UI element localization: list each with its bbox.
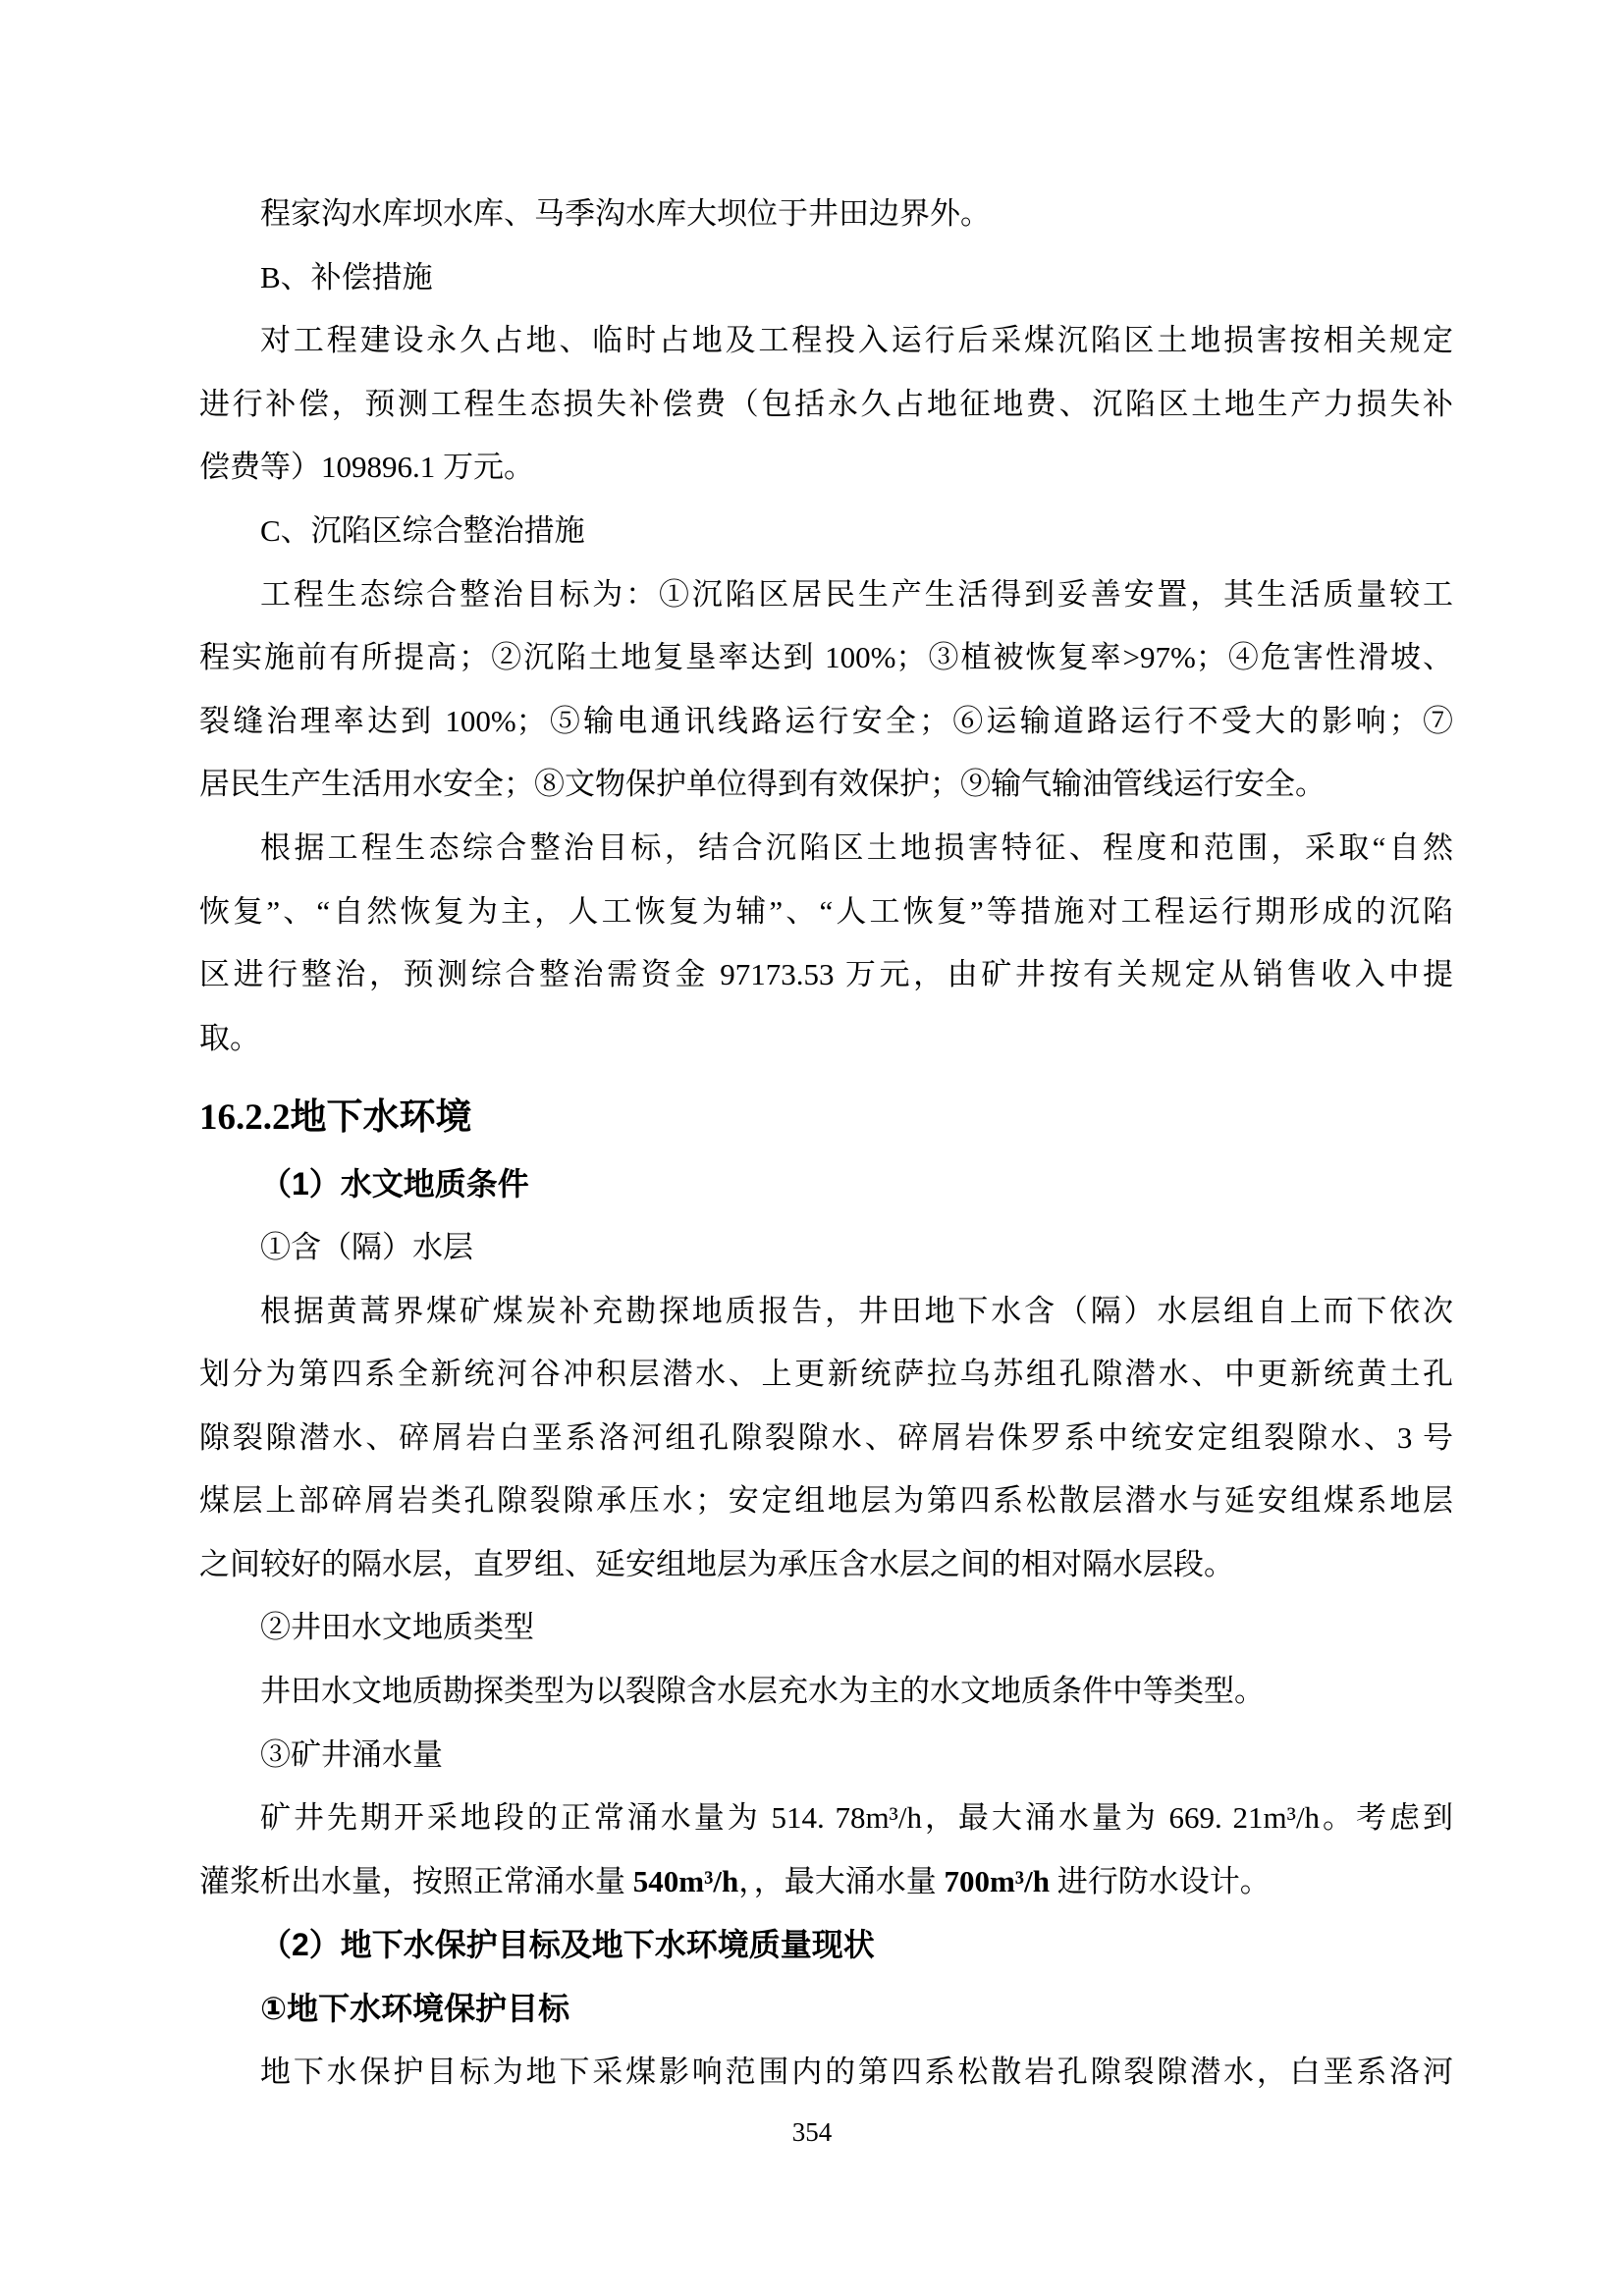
text-segment: 灌浆析出水量，按照正常涌水量 — [199, 1863, 633, 1898]
max-inflow-value: 700m³/h — [944, 1863, 1050, 1898]
section-title: 地下水环境 — [290, 1096, 472, 1138]
body-line: 偿费等）109896.1 万元。 — [199, 450, 534, 485]
page-body — [199, 183, 1453, 2104]
item-heading-hydrogeology-type: ②井田水文地质类型 — [260, 1610, 534, 1645]
body-line: 煤层上部碎屑岩类孔隙裂隙承压水；安定组地层为第四系松散层潜水与延安组煤系地层 — [199, 1483, 1453, 1519]
body-line: 矿井先期开采地段的正常涌水量为 514. 78m³/h，最大涌水量为 669. 21m³/h。考虑到 — [260, 1800, 1453, 1836]
section-heading-16-2-2 — [199, 1082, 1453, 1152]
normal-inflow-value: 540m³/h — [632, 1863, 739, 1898]
body-line: 工程生态综合整治目标为：①沉陷区居民生产生活得到妥善安置，其生活质量较工 — [260, 576, 1453, 612]
subsection-heading-2-groundwater-targets: （2）地下水保护目标及地下水环境质量现状 — [260, 1927, 875, 1963]
body-line: 程家沟水库坝水库、马季沟水库大坝位于井田边界外。 — [260, 196, 991, 231]
text-segment: ，，最大涌水量 — [738, 1863, 945, 1898]
text-segment: 进行防水设计。 — [1049, 1863, 1271, 1898]
body-line: 根据黄蒿界煤矿煤炭补充勘探地质报告，井田地下水含（隔）水层组自上而下依次 — [260, 1293, 1453, 1328]
body-line: 井田水文地质勘探类型为以裂隙含水层充水为主的水文地质条件中等类型。 — [260, 1674, 1265, 1709]
body-line: 划分为第四系全新统河谷冲积层潜水、上更新统萨拉乌苏组孔隙潜水、中更新统黄土孔 — [199, 1357, 1453, 1392]
body-line: 程实施前有所提高；②沉陷土地复垦率达到 100%；③植被恢复率>97%；④危害性滑坡、 — [199, 640, 1453, 675]
body-line: 地下水保护目标为地下采煤影响范围内的第四系松散岩孔隙裂隙潜水，白垩系洛河 — [260, 2054, 1453, 2089]
item-heading-mine-water-inflow: ③矿井涌水量 — [260, 1736, 443, 1772]
body-line: 恢复”、“自然恢复为主，人工恢复为辅”、“人工恢复”等措施对工程运行期形成的沉陷 — [199, 893, 1453, 929]
subsection-heading-1-hydrogeology: （1）水文地质条件 — [260, 1166, 529, 1202]
item-heading-groundwater-protection-target: ①地下水环境保护目标 — [260, 1991, 570, 2027]
body-line: 居民生产生活用水安全；⑧文物保护单位得到有效保护；⑨输气输油管线运行安全。 — [199, 767, 1326, 802]
body-line: 对工程建设永久占地、临时占地及工程投入运行后采煤沉陷区土地损害按相关规定 — [260, 323, 1453, 358]
body-line: 根据工程生态综合整治目标，结合沉陷区土地损害特征、程度和范围，采取“自然 — [260, 829, 1453, 865]
item-heading-aquifer: ①含（隔）水层 — [260, 1229, 473, 1264]
section-number: 16.2.2 — [199, 1097, 291, 1139]
body-line: 之间较好的隔水层，直罗组、延安组地层为承压含水层之间的相对隔水层段。 — [199, 1546, 1234, 1581]
body-line: 区进行整治，预测综合整治需资金 97173.53 万元，由矿井按有关规定从销售收入中提 — [199, 957, 1453, 992]
body-line: 隙裂隙潜水、碎屑岩白垩系洛河组孔隙裂隙水、碎屑岩侏罗系中统安定组裂隙水、3 号 — [199, 1419, 1453, 1455]
body-line: 取。 — [199, 1020, 260, 1055]
body-line — [199, 1850, 1453, 1914]
list-item-c-heading: C、沉陷区综合整治措施 — [260, 512, 585, 548]
body-line: 裂缝治理率达到 100%；⑤输电通讯线路运行安全；⑥运输道路运行不受大的影响；⑦ — [199, 703, 1453, 738]
body-line: 进行补偿，预测工程生态损失补偿费（包括永久占地征地费、沉陷区土地生产力损失补 — [199, 386, 1453, 421]
list-item-b-heading: B、补偿措施 — [260, 259, 433, 294]
page-number: 354 — [791, 2117, 833, 2147]
